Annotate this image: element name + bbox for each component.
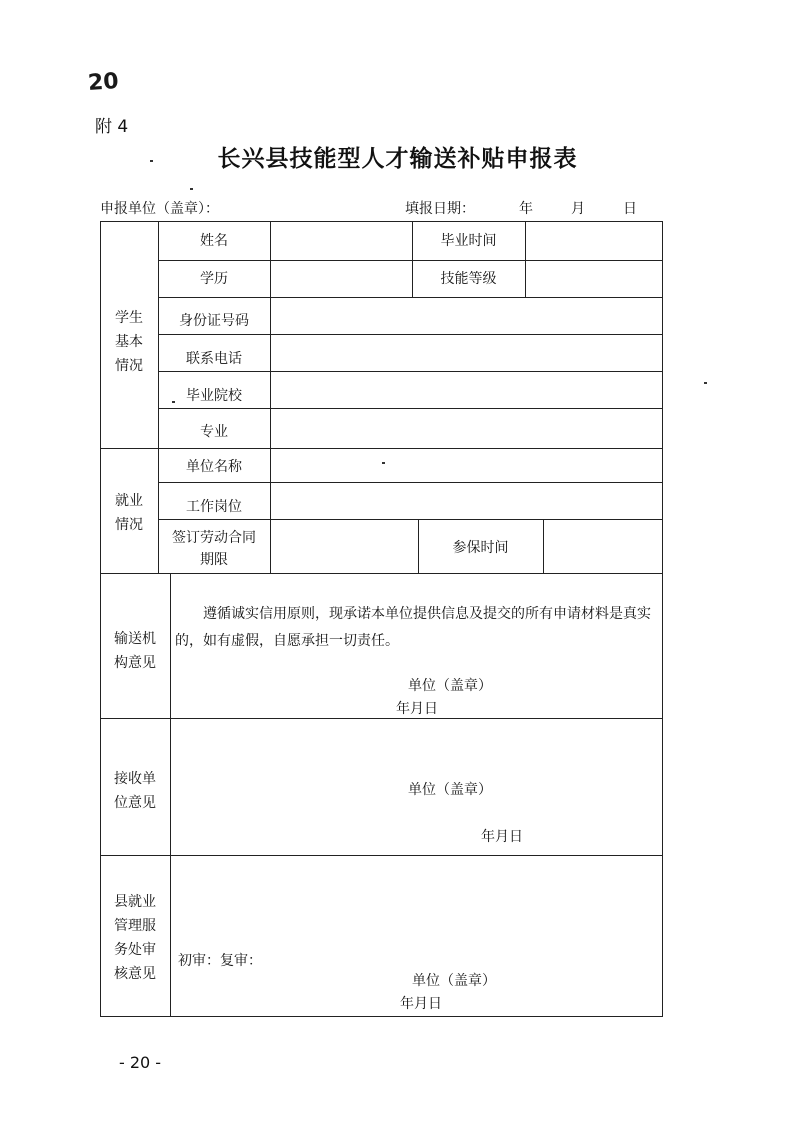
skill-level-label: 技能等级	[440, 271, 497, 287]
receiving-seal-label: 单位（盖章）	[408, 782, 492, 798]
scan-speck	[382, 462, 385, 464]
page-number: - 20 -	[118, 1053, 162, 1072]
section-label-line: 基本	[115, 334, 143, 350]
section-label-line: 位意见	[114, 795, 156, 811]
attachment-label: 附 4	[95, 117, 129, 137]
section-label-line: 学生	[115, 310, 143, 326]
label-column-line	[170, 573, 171, 1017]
value-column-line	[525, 221, 526, 298]
receiving-opinion-label	[100, 766, 170, 816]
bureau-seal-label: 单位（盖章）	[412, 973, 496, 989]
applicant-unit-label: 申报单位（盖章）：	[100, 201, 219, 217]
section-label-line: 接收单	[114, 771, 156, 787]
fill-date-label: 填报日期：	[405, 201, 475, 217]
section-label-line: 管理服	[114, 918, 156, 934]
position-label: 工作岗位	[186, 499, 242, 515]
phone-label: 联系电话	[186, 351, 242, 367]
table-bottom-border	[100, 1016, 662, 1017]
name-label: 姓名	[200, 233, 228, 249]
page-title: 长兴县技能型人才输送补贴申报表	[217, 146, 578, 172]
student-section-label	[100, 306, 158, 378]
company-name-label: 单位名称	[186, 459, 242, 475]
fill-date-day: 日	[623, 201, 637, 217]
school-label: 毕业院校	[186, 388, 242, 404]
id-number-label: 身份证号码	[179, 313, 249, 329]
handwritten-page-number: 20	[87, 68, 120, 97]
table-right-border	[662, 221, 663, 1017]
scan-speck	[704, 382, 707, 384]
section-label-line: 务处审	[114, 942, 156, 958]
value-column-line	[270, 221, 271, 574]
section-label-line: 情况	[115, 517, 143, 533]
major-label: 专业	[200, 424, 228, 440]
section-line	[100, 573, 662, 574]
section-label-line: 情况	[115, 358, 143, 374]
bureau-opinion-label	[100, 888, 170, 988]
insurance-time-label: 参保时间	[452, 540, 509, 556]
sending-opinion-label	[100, 626, 170, 676]
sending-date-label: 年月日	[396, 701, 438, 717]
section-label-line: 构意见	[114, 655, 156, 671]
value-column-line	[543, 519, 544, 574]
fill-date	[405, 198, 637, 218]
contract-period-line: 期限	[200, 552, 228, 568]
contract-period-line: 签订劳动合同	[172, 530, 256, 546]
contract-period-label	[164, 526, 264, 572]
section-line	[100, 718, 662, 719]
integrity-statement: 遵循诚实信用原则，现承诺本单位提供信息及提交的所有申请材料是真实的，如有虚假，自愿承担一切责任。	[175, 606, 651, 649]
scan-speck	[172, 401, 175, 403]
graduation-time-label: 毕业时间	[440, 233, 497, 249]
bureau-date-label: 年月日	[400, 996, 442, 1012]
section-label-line: 就业	[115, 493, 143, 509]
receiving-date-label: 年月日	[481, 829, 523, 845]
scan-speck	[190, 188, 193, 190]
scan-speck	[150, 160, 153, 162]
section-label-line: 输送机	[114, 631, 156, 647]
section-label-line: 核意见	[114, 966, 156, 982]
employment-section-label	[100, 488, 158, 538]
fill-date-month: 月	[571, 201, 585, 217]
education-label: 学历	[200, 271, 228, 287]
sending-seal-label: 单位（盖章）	[408, 678, 492, 694]
review-label: 初审：复审：	[178, 953, 262, 969]
section-line	[100, 855, 662, 856]
fill-date-year: 年	[519, 201, 533, 217]
section-label-line: 县就业	[114, 894, 156, 910]
